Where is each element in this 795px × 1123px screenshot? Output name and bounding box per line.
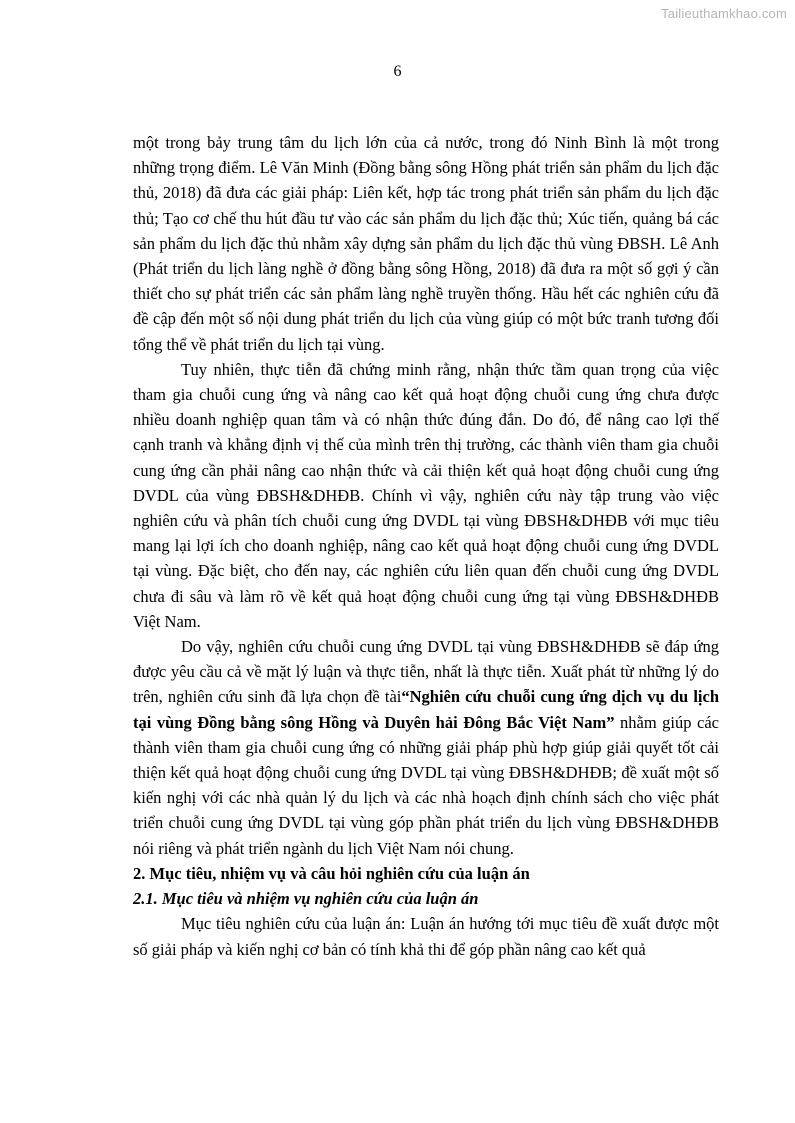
paragraph-1: một trong bảy trung tâm du lịch lớn của cả nước, trong đó Ninh Bình là một trong những trọng điểm. Lê Văn Minh (Đồng bằng sông Hồng phát triển sản phẩm du lịch đặc thủ, 2018) đã đưa các giải pháp: Liên kết, hợp tác trong phát triển sản phẩm du lịch đặc thủ; Tạo cơ chế thu hút đầu tư vào các sản phẩm du lịch đặc thủ; Xúc tiến, quảng bá các sản phẩm du lịch đặc thủ nhằm xây dựng sản phẩm du lịch đặc thủ vùng ĐBSH. Lê Anh (Phát triển du lịch làng nghề ở đồng bằng sông Hồng, 2018) đã đưa ra một số gợi ý cần thiết cho sự phát triển các sản phẩm làng nghề truyền thống. Hầu hết các nghiên cứu đã đề cập đến một số nội dung phát triển du lịch của vùng giúp có một bức tranh tương đối tổng thể về phát triển du lịch tại vùng. — [133, 133, 719, 354]
paragraph-3-intro: Do vậy, nghiên cứu chuỗi cung ứng DVDL tại vùng ĐBSH&DHĐB sẽ đáp ứng được yêu cầu cả về mặt lý luận và thực tiễn, nhất là thực tiễn. Xuất phát từ những lý do trên, nghiên cứu sinh đã lựa chọn đề tài — [133, 637, 719, 707]
paragraph-3 — [133, 634, 719, 861]
section-heading: 2. Mục tiêu, nhiệm vụ và câu hỏi nghiên cứu của luận án — [133, 863, 530, 883]
subsection-heading: 2.1. Mục tiêu và nhiệm vụ nghiên cứu của luận án — [133, 889, 479, 909]
document-body — [133, 130, 719, 962]
thesis-title: “Nghiên cứu chuỗi cung ứng dịch vụ du lịch tại vùng Đồng bằng sông Hồng và Duyên hải Đông Bắc Việt Nam” — [133, 687, 719, 732]
paragraph-3-rest: nhằm giúp các thành viên tham gia chuỗi cung ứng có những giải pháp phù hợp giúp giải quyết tốt cải thiện kết quả hoạt động chuỗi cung ứng DVDL tại vùng ĐBSH&DHĐB; đề xuất một số kiến nghị với các nhà quản lý du lịch và các nhà hoạch định chính sách cho việc phát triển chuỗi cung ứng DVDL tại vùng góp phần phát triển du lịch vùng ĐBSH&DHĐB nói riêng và phát triển ngành du lịch Việt Nam nói chung. — [133, 712, 720, 858]
watermark: Tailieuthamkhao.com — [661, 6, 787, 21]
paragraph-2: Tuy nhiên, thực tiễn đã chứng minh rằng, nhận thức tầm quan trọng của việc tham gia chuỗi cung ứng và nâng cao kết quả hoạt động chuỗi cung ứng chưa được nhiều doanh nghiệp quan tâm và có nhận thức đúng đắn. Do đó, để nâng cao lợi thế cạnh tranh và khẳng định vị thế của mình trên thị trường, các thành viên tham gia chuỗi cung ứng cần phải nâng cao nhận thức và cải thiện kết quả hoạt động chuỗi cung ứng DVDL của vùng ĐBSH&DHĐB. Chính vì vậy, nghiên cứu này tập trung vào việc nghiên cứu và phân tích chuỗi cung ứng DVDL tại vùng ĐBSH&DHĐB với mục tiêu mang lại lợi ích cho doanh nghiệp, nâng cao kết quả hoạt động chuỗi cung ứng DVDL tại vùng. Đặc biệt, cho đến nay, các nghiên cứu liên quan đến chuỗi cung ứng DVDL chưa đi sâu và làm rõ về kết quả hoạt động chuỗi cung ứng tại vùng ĐBSH&DHĐB Việt Nam. — [133, 359, 719, 631]
paragraph-4: Mục tiêu nghiên cứu của luận án: Luận án hướng tới mục tiêu đề xuất được một số giải pháp và kiến nghị cơ bản có tính khả thi để góp phần nâng cao kết quả — [133, 914, 719, 959]
page-number: 6 — [393, 63, 402, 80]
